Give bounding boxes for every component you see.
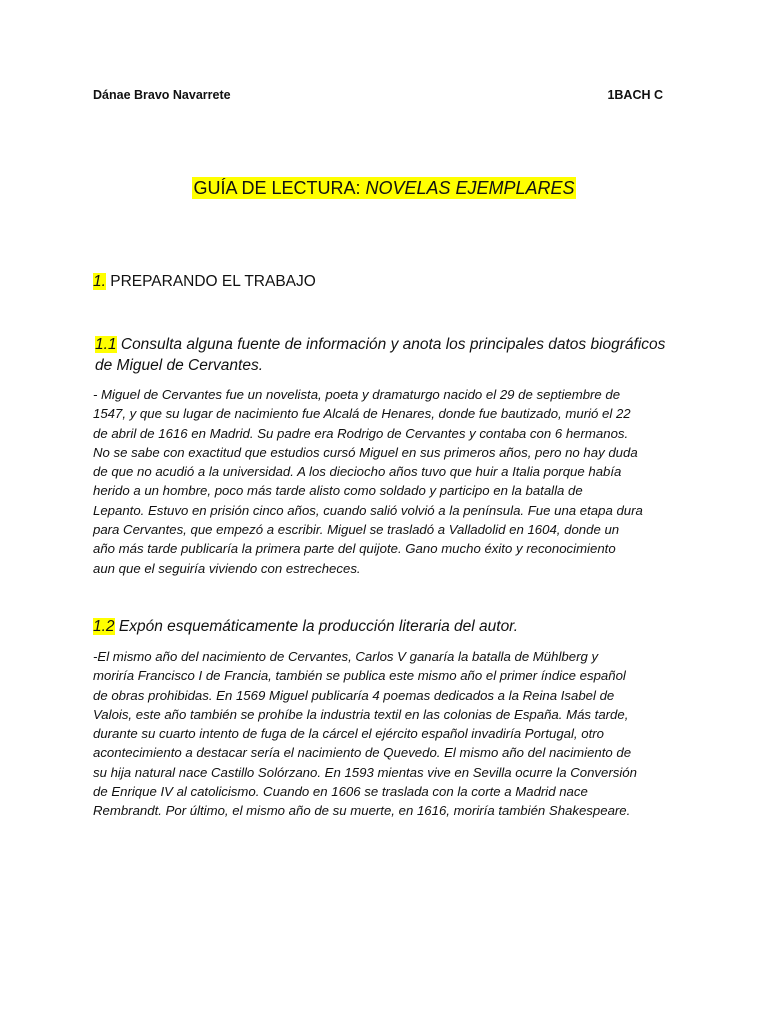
answer-1-2-line: durante su cuarto intento de fuga de la cárcel el ejército español invadiría Portugal, otro	[93, 726, 604, 742]
section-label: PREPARANDO EL TRABAJO	[105, 273, 316, 290]
answer-1-2-line: moriría Francisco I de Francia, también se publica este mismo año el primer índice español	[93, 668, 626, 684]
answer-1-2-line: Valois, este año también se prohíbe la industria textil en las colonias de España. Más tarde,	[93, 706, 629, 722]
section-number: 1.	[93, 273, 106, 290]
answer-1-2	[93, 647, 675, 821]
question-1-1-number: 1.1	[95, 336, 117, 353]
class-label: 1BACH C	[607, 88, 663, 102]
answer-1-2-line: su hija natural nace Castillo Solórzano. En 1593 mientas vive en Sevilla ocurre la Conversión	[93, 764, 637, 780]
author-name: Dánae Bravo Navarrete	[93, 88, 231, 102]
section-heading	[93, 273, 316, 291]
title-highlight	[192, 177, 575, 199]
question-1-2	[93, 616, 673, 637]
question-1-2-text: Expón esquemáticamente la producción literaria del autor.	[114, 618, 519, 635]
answer-1-2-line: Rembrandt. Por último, el mismo año de su muerte, en 1616, moriría también Shakespeare.	[93, 803, 631, 819]
question-1-1-text: Consulta alguna fuente de información y anota los principales datos biográficos de Miguel de Cervantes.	[95, 336, 666, 374]
answer-1-1-line: 1547, y que su lugar de nacimiento fue Alcalá de Henares, donde fue bautizado, murió el 22	[93, 406, 631, 422]
answer-1-2-line: acontecimiento a destacar sería el nacimiento de Quevedo. El mismo año del nacimiento de	[93, 745, 632, 761]
answer-1-1-line: año más tarde publicaría la primera parte del quijote. Gano mucho éxito y reconocimiento	[93, 541, 616, 557]
question-1-1	[95, 334, 670, 376]
question-1-2-number: 1.2	[93, 618, 115, 635]
document-title	[0, 178, 768, 199]
answer-1-1-line: aun que el seguiría viviendo con estrecheces.	[93, 560, 361, 576]
answer-1-1-line: - Miguel de Cervantes fue un novelista, poeta y dramaturgo nacido el 29 de septiembre de	[93, 387, 621, 402]
title-prefix: GUÍA DE LECTURA:	[193, 178, 366, 198]
answer-1-2-line: de obras prohibidas. En 1569 Miguel publicaría 4 poemas dedicados a la Reina Isabel de	[93, 687, 615, 703]
answer-1-1	[93, 385, 675, 578]
answer-1-2-line: -El mismo año del nacimiento de Cervantes, Carlos V ganaría la batalla de Mühlberg y	[93, 649, 599, 664]
title-italic: NOVELAS EJEMPLARES	[365, 178, 575, 198]
answer-1-2-line: de Enrique IV al catolicismo. Cuando en 1606 se traslada con la corte a Madrid nace	[93, 784, 588, 800]
answer-1-1-line: de que no acudió a la universidad. A los dieciocho años tuvo que huir a Italia porque había	[93, 464, 622, 480]
answer-1-1-line: de abril de 1616 en Madrid. Su padre era Rodrigo de Cervantes y contaba con 6 hermanos.	[93, 425, 629, 441]
answer-1-1-line: herido a un hombre, poco más tarde alisto como soldado y participo en la batalla de	[93, 483, 583, 499]
answer-1-1-line: Lepanto. Estuvo en prisión cinco años, cuando salió volvió a la península. Fue una etapa dura	[93, 502, 643, 518]
answer-1-1-line: No se sabe con exactitud que estudios cursó Miguel en sus primeros años, pero no hay duda	[93, 444, 638, 460]
answer-1-1-line: para Cervantes, que empezó a escribir. Miguel se trasladó a Valladolid en 1604, donde un	[93, 522, 620, 538]
